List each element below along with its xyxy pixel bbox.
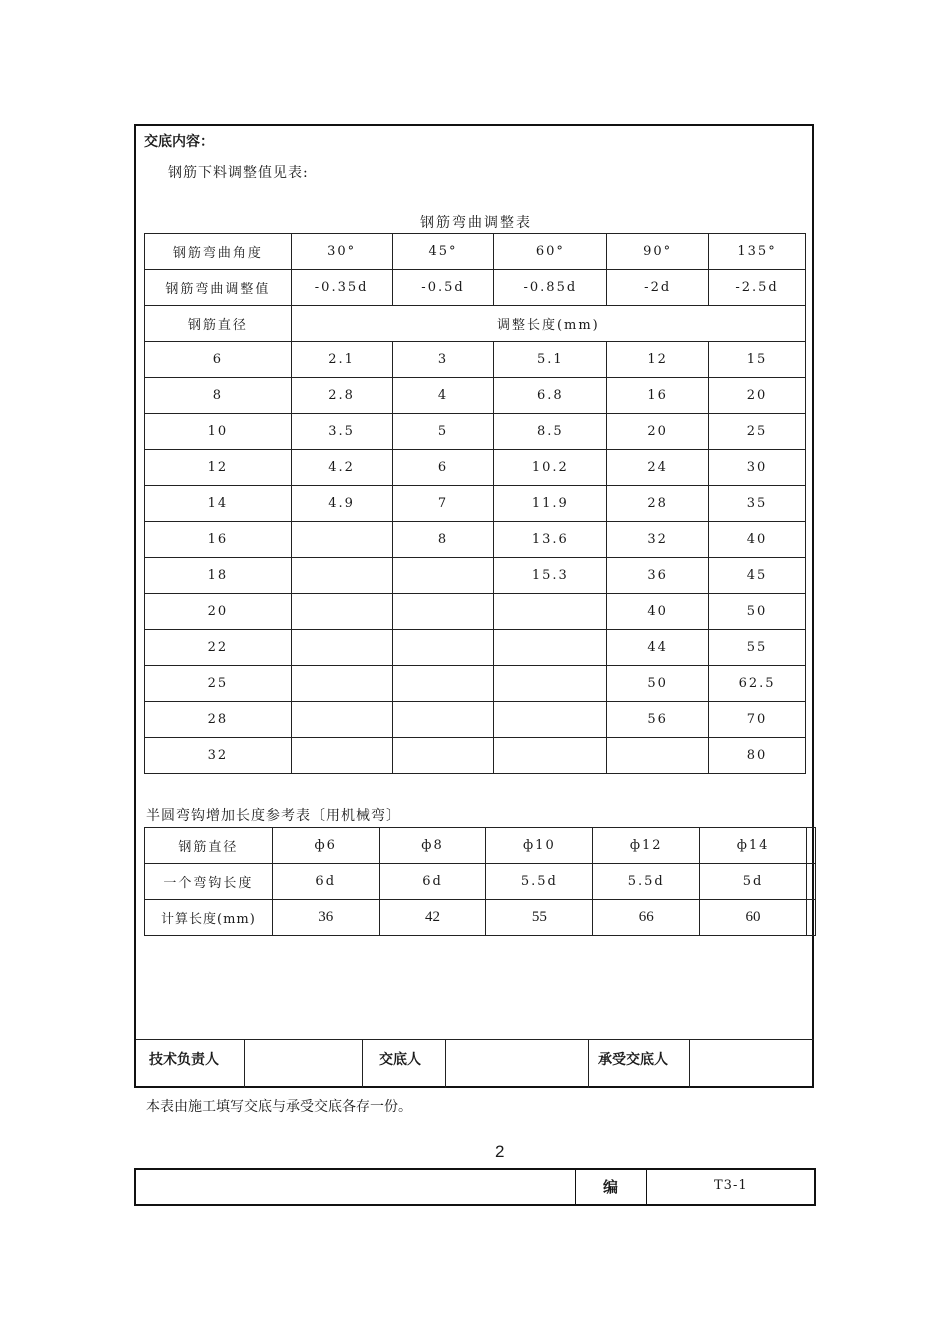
section-heading: 交底内容： xyxy=(144,134,214,150)
adjust-cell: -0.35d xyxy=(291,270,392,306)
diameter-label: 钢筋直径 xyxy=(145,306,292,342)
row-label: 一个弯钩长度 xyxy=(145,864,273,900)
length-cell: 5.1 xyxy=(494,342,607,378)
length-cell: 4.2 xyxy=(291,450,392,486)
row-label: 钢筋直径 xyxy=(145,828,273,864)
length-cell: 62.5 xyxy=(709,666,806,702)
length-cell xyxy=(291,666,392,702)
diameter-cell: 14 xyxy=(145,486,292,522)
angle-cell: 60° xyxy=(494,234,607,270)
adjust-cell: -0.5d xyxy=(392,270,494,306)
table-row xyxy=(145,522,806,558)
table-row xyxy=(145,666,806,702)
length-cell xyxy=(291,522,392,558)
length-cell: 50 xyxy=(709,594,806,630)
diameter-cell: 18 xyxy=(145,558,292,594)
diameter-cell: 12 xyxy=(145,450,292,486)
length-cell: 8.5 xyxy=(494,414,607,450)
value-cell: 5.5d xyxy=(593,864,700,900)
angle-cell: 135° xyxy=(709,234,806,270)
table-row xyxy=(145,594,806,630)
table-row xyxy=(145,414,806,450)
table-row xyxy=(145,378,806,414)
diameter-cell: 32 xyxy=(145,738,292,774)
discloser-label: 交底人 xyxy=(379,1052,421,1068)
footnote: 本表由施工填写交底与承受交底各存一份。 xyxy=(146,1099,412,1115)
length-cell xyxy=(494,594,607,630)
hook-length-table xyxy=(144,827,816,936)
value-cell: ф10 xyxy=(486,828,593,864)
length-cell: 3 xyxy=(392,342,494,378)
value-cell: 36 xyxy=(272,900,379,936)
length-cell: 2.8 xyxy=(291,378,392,414)
length-cell: 15.3 xyxy=(494,558,607,594)
table-row xyxy=(145,450,806,486)
value-cell: 66 xyxy=(593,900,700,936)
table-row xyxy=(145,342,806,378)
length-cell: 44 xyxy=(607,630,709,666)
length-cell xyxy=(392,738,494,774)
length-cell: 15 xyxy=(709,342,806,378)
bend-adjust-table xyxy=(144,233,806,774)
value-cell: 42 xyxy=(379,900,486,936)
angle-cell: 45° xyxy=(392,234,494,270)
intro-text: 钢筋下料调整值见表: xyxy=(168,165,309,181)
length-cell: 40 xyxy=(607,594,709,630)
length-cell xyxy=(494,630,607,666)
value-cell: ф12 xyxy=(593,828,700,864)
length-cell: 4 xyxy=(392,378,494,414)
length-cell xyxy=(392,630,494,666)
length-cell: 50 xyxy=(607,666,709,702)
length-cell xyxy=(291,738,392,774)
divider xyxy=(588,1040,589,1088)
length-cell: 70 xyxy=(709,702,806,738)
length-cell xyxy=(494,666,607,702)
divider xyxy=(362,1040,363,1088)
table-row xyxy=(145,630,806,666)
length-cell: 80 xyxy=(709,738,806,774)
footer-bar xyxy=(134,1168,816,1206)
page-number: 2 xyxy=(495,1142,505,1161)
length-cell: 2.1 xyxy=(291,342,392,378)
length-cell: 5 xyxy=(392,414,494,450)
adjust-cell: -0.85d xyxy=(494,270,607,306)
length-cell: 40 xyxy=(709,522,806,558)
length-cell: 3.5 xyxy=(291,414,392,450)
length-cell: 32 xyxy=(607,522,709,558)
length-cell xyxy=(291,630,392,666)
table-row xyxy=(145,486,806,522)
table-row xyxy=(145,738,806,774)
diameter-cell: 16 xyxy=(145,522,292,558)
length-cell xyxy=(494,738,607,774)
table-row xyxy=(145,864,816,900)
length-cell: 6.8 xyxy=(494,378,607,414)
divider xyxy=(646,1170,647,1204)
adjust-cell: -2.5d xyxy=(709,270,806,306)
diameter-cell: 22 xyxy=(145,630,292,666)
value-cell: ф14 xyxy=(700,828,807,864)
spacer-cell xyxy=(806,864,815,900)
value-cell: 6d xyxy=(379,864,486,900)
length-cell: 28 xyxy=(607,486,709,522)
angle-cell: 30° xyxy=(291,234,392,270)
value-cell: 55 xyxy=(486,900,593,936)
length-cell: 7 xyxy=(392,486,494,522)
length-cell xyxy=(291,558,392,594)
table1-title: 钢筋弯曲调整表 xyxy=(420,215,532,231)
diameter-cell: 20 xyxy=(145,594,292,630)
diameter-cell: 10 xyxy=(145,414,292,450)
spacer-cell xyxy=(806,828,815,864)
value-cell: 6d xyxy=(272,864,379,900)
value-cell: 60 xyxy=(700,900,807,936)
adjust-cell: -2d xyxy=(607,270,709,306)
header-row xyxy=(145,306,806,342)
tech-lead-label: 技术负责人 xyxy=(149,1052,219,1068)
footer-label: 编 xyxy=(603,1178,619,1196)
length-cell: 35 xyxy=(709,486,806,522)
length-cell: 30 xyxy=(709,450,806,486)
length-cell: 12 xyxy=(607,342,709,378)
table2-title: 半圆弯钩增加长度参考表〔用机械弯〕 xyxy=(146,808,401,824)
adjust-row xyxy=(145,270,806,306)
length-cell xyxy=(392,594,494,630)
spacer-cell xyxy=(806,900,815,936)
length-cell: 24 xyxy=(607,450,709,486)
adjust-label: 钢筋弯曲调整值 xyxy=(145,270,292,306)
table-row xyxy=(145,900,816,936)
length-cell: 8 xyxy=(392,522,494,558)
length-cell: 25 xyxy=(709,414,806,450)
length-cell: 13.6 xyxy=(494,522,607,558)
form-code: T3-1 xyxy=(714,1178,748,1193)
receiver-label: 承受交底人 xyxy=(598,1052,668,1068)
signature-row xyxy=(136,1039,814,1088)
angle-label: 钢筋弯曲角度 xyxy=(145,234,292,270)
table-row xyxy=(145,702,806,738)
angle-row xyxy=(145,234,806,270)
length-cell xyxy=(607,738,709,774)
length-cell: 11.9 xyxy=(494,486,607,522)
length-cell xyxy=(494,702,607,738)
divider xyxy=(244,1040,245,1088)
table-row xyxy=(145,558,806,594)
value-cell: ф8 xyxy=(379,828,486,864)
length-cell xyxy=(392,666,494,702)
divider xyxy=(689,1040,690,1088)
length-cell xyxy=(392,702,494,738)
diameter-cell: 6 xyxy=(145,342,292,378)
value-cell: 5d xyxy=(700,864,807,900)
length-cell: 56 xyxy=(607,702,709,738)
diameter-cell: 8 xyxy=(145,378,292,414)
length-cell xyxy=(392,558,494,594)
table-row xyxy=(145,828,816,864)
length-label: 调整长度(mm) xyxy=(291,306,805,342)
divider xyxy=(575,1170,576,1204)
length-cell: 10.2 xyxy=(494,450,607,486)
length-cell: 20 xyxy=(607,414,709,450)
divider xyxy=(445,1040,446,1088)
value-cell: 5.5d xyxy=(486,864,593,900)
length-cell: 4.9 xyxy=(291,486,392,522)
value-cell: ф6 xyxy=(272,828,379,864)
diameter-cell: 28 xyxy=(145,702,292,738)
row-label: 计算长度(mm) xyxy=(145,900,273,936)
length-cell: 55 xyxy=(709,630,806,666)
length-cell xyxy=(291,702,392,738)
length-cell: 20 xyxy=(709,378,806,414)
length-cell: 16 xyxy=(607,378,709,414)
length-cell: 36 xyxy=(607,558,709,594)
length-cell: 45 xyxy=(709,558,806,594)
angle-cell: 90° xyxy=(607,234,709,270)
length-cell: 6 xyxy=(392,450,494,486)
length-cell xyxy=(291,594,392,630)
diameter-cell: 25 xyxy=(145,666,292,702)
